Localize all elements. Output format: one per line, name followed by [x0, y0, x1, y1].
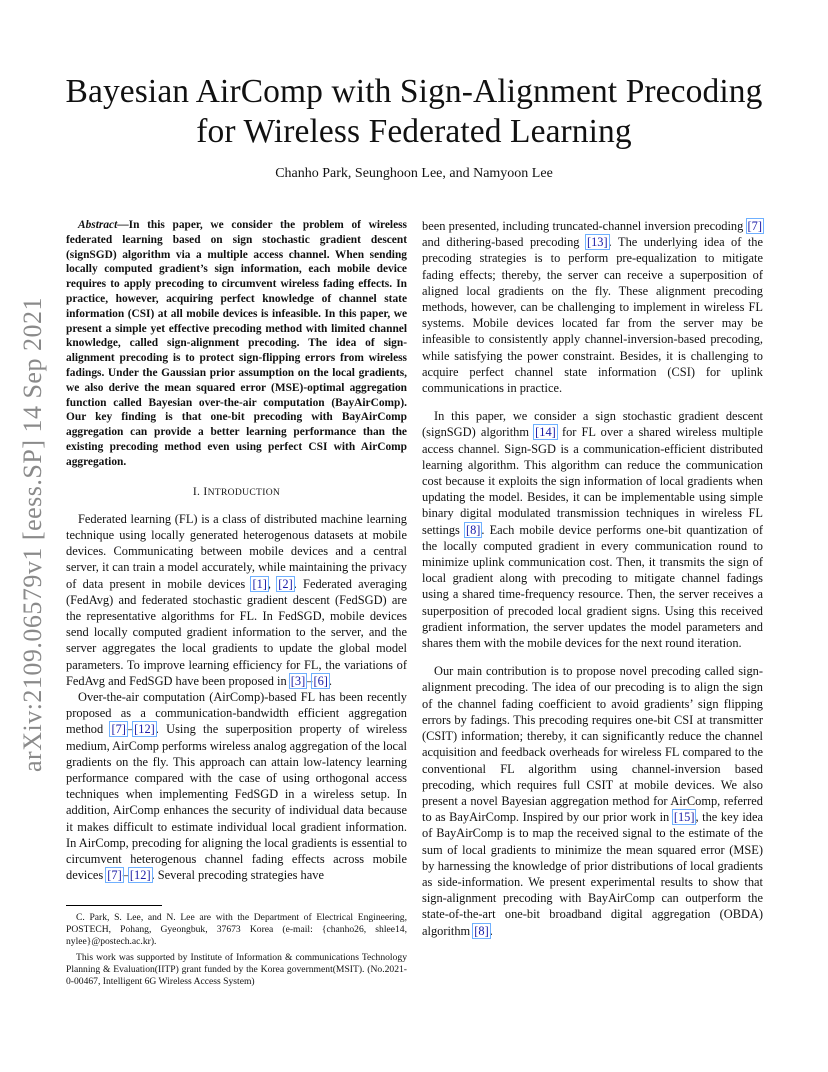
footnote-funding: This work was supported by Institute of Information & communications Technology Planning & Evaluation(IITP) grant funded by the Korea government(MSIT). (No.2021-0-00467, Intelligent 6G Wireless Access System)	[66, 951, 407, 988]
abstract	[66, 218, 407, 470]
abstract-text: —In this paper, we consider the problem of wireless federated learning based on sign stochastic gradient descent (signSGD) algorithm via a multiple access channel. When sending locally computed gradient’s sign information, each mobile device requires to apply precoding to circumvent wireless fading effects. In practice, however, acquiring perfect knowledge of channel state information (CSI) at all mobile devices is infeasible. In this paper, we present a simple yet effective precoding method with limited channel knowledge, called sign-alignment precoding. The idea of sign-alignment precoding is to protect sign-flipping errors from wireless fadings. Under the Gaussian prior assumption on the local gradients, we also derive the mean squared error (MSE)-optimal aggregation function called Bayesian over-the-air computation (BayAirComp). Our key finding is that one-bit precoding with BayAirComp aggregation can provide a better learning performance than the existing precoding method even using perfect CSI with AirComp aggregation.	[66, 219, 407, 468]
section-numeral: I.	[192, 484, 204, 498]
author-list: Chanho Park, Seunghoon Lee, and Namyoon Lee	[275, 166, 553, 181]
text-run: . Using the superposition property of wireless medium, AirComp performs wireless analog aggregation of the local gradients on the fly. This approach can attain low-latency learning performance compared with the case of using orthogonal access techniques when implementing FedSGD in a wireless setup. In addition, AirComp enhances the security of individual data because it makes difficult to estimate individual local gradient information. In AirComp, precoding for aligning the local gradients is essential to circumvent heterogenous channel fading effects across mobile devices	[66, 722, 408, 883]
citation-link[interactable]: [3]	[290, 673, 306, 688]
section-heading-rest: NTRODUCTION	[207, 486, 281, 498]
citation-link[interactable]: [8]	[474, 923, 489, 938]
citation-link[interactable]: [7]	[747, 219, 762, 233]
arxiv-identifier: arXiv:2109.06579v1 [eess.SP] 14 Sep 2021	[18, 297, 47, 772]
citation-link[interactable]: [1]	[252, 576, 267, 591]
text-run: Over-the-air computation (AirComp)-based FL has been recently proposed as a communication-bandwidth efficient aggregation method	[66, 689, 407, 737]
text-run: for FL over a shared wireless multiple access channel. Sign-SGD is a communication-efficient distributed learning algorithm. This algorithm can reduce the communication cost because it exploits the sign information of local gradients when updating the model. Besides, it can be implementable using simple binary digital modulated transmission techniques in wireless FL settings	[422, 425, 763, 537]
text-run: . Several precoding strategies have	[151, 868, 324, 883]
text-run: . Each mobile device performs one-bit quantization of the locally computed gradient in every communication round to minimize uplink communication cost. Then, it transmits the sign of local gradient along with precoding to mitigate channel fadings using a shared time-frequency resource. Then, the server receives a superposition of precoded local gradient signs. Using this received gradient information, the server updates the model parameters and shares them with the mobile devices for the next round iteration.	[422, 522, 763, 651]
intro-paragraph-1	[66, 511, 407, 689]
right-paragraph-1	[422, 218, 763, 396]
text-run: . Federated averaging (FedAvg) and federated stochastic gradient descent (FedSGD) are the representative algorithms for FL. In FedSGD, mobile devices send locally computed gradient information to the server, and the server aggregates the local gradients to update the global model parameters. To improve learning efficiency for FL, the variations of FedAvg and FedSGD have been proposed in	[66, 576, 407, 688]
paper-title	[40, 72, 788, 152]
paragraph-gap	[422, 396, 763, 408]
title-line-1: Bayesian AirComp with Sign-Alignment Precoding	[65, 73, 763, 110]
citation-link[interactable]: [7]	[111, 722, 126, 737]
right-paragraph-3	[422, 663, 763, 938]
footnote-affiliation: C. Park, S. Lee, and N. Lee are with the Department of Electrical Engineering, POSTECH, Pohang, Gyeongbuk, 37673 Korea (e-mail: {chanho26, shlee14, nylee}@postech.ac.kr).	[66, 912, 407, 948]
citation-link[interactable]: [2]	[278, 576, 293, 591]
citation-link[interactable]: [6]	[313, 673, 328, 688]
citation-link[interactable]: [12]	[134, 722, 155, 737]
section-heading-introduction	[66, 484, 407, 501]
text-run: Our main contribution is to propose novel precoding called sign-alignment precoding. The idea of our precoding is to align the sign of the channel fading coefficient to avoid gradients’ sign flipping errors by fadings. This precoding requires one-bit CSI at transmitter (CSIT) information; thereby, it can significantly reduce the channel acquisition and feedback overheads for wireless FL compared to the conventional FL algorithm using channel-inversion based precoding, which requires full CSIT at mobile devices. We also present a novel Bayesian aggregation method for AirComp, referred to as BayAirComp. Inspired by our prior work in	[422, 664, 763, 825]
text-run: –	[122, 868, 129, 883]
right-paragraph-2	[422, 408, 763, 651]
text-run: –	[126, 722, 134, 737]
text-run: , the key idea of BayAirComp is to map the received signal to the estimate of the sum of local gradients to minimize the mean squared error (MSE) by harnessing the knowledge of prior distributions of local gradients as side-information. We present experimental results to show that sign-alignment precoding with BayAirComp can outperform the state-of-the-art one-bit broadband digital aggregation (OBDA) algorithm	[422, 810, 763, 938]
paragraph-gap	[422, 651, 763, 663]
right-column	[422, 218, 763, 939]
intro-paragraph-2	[66, 689, 407, 883]
citation-link[interactable]: [12]	[129, 868, 151, 883]
text-run: been presented, including truncated-channel inversion precoding	[422, 219, 747, 233]
footnotes	[66, 905, 407, 991]
citation-link[interactable]: [13]	[586, 235, 608, 250]
text-run: In this paper, we consider a sign stochastic gradient descent (signSGD) algorithm	[422, 409, 763, 440]
text-run: –	[306, 673, 313, 688]
section-heading-initial: I	[203, 484, 208, 498]
footnote-rule	[66, 905, 162, 906]
text-run: .	[489, 923, 493, 938]
citation-link[interactable]: [15]	[673, 810, 695, 825]
title-line-2: for Wireless Federated Learning	[196, 113, 632, 150]
citation-link[interactable]: [8]	[465, 522, 481, 537]
citation-link[interactable]: [14]	[535, 425, 556, 440]
left-column	[66, 218, 407, 883]
text-run: and dithering-based precoding	[422, 235, 586, 250]
abstract-label: Abstract	[78, 219, 118, 231]
text-run: .	[328, 673, 333, 688]
text-run: Federated learning (FL) is a class of distributed machine learning technique using locally generated heterogenous datasets at mobile devices. Communicating between mobile devices and a central server, it can train a model accurately, while maintaining the privacy of data present in mobile devices	[66, 511, 407, 591]
citation-link[interactable]: [7]	[107, 868, 122, 883]
text-run: ,	[267, 576, 278, 591]
text-run: . The underlying idea of the precoding strategies is to perform pre-equalization to mitigate fading effects; thereby, the server can receive a superposition of aligned local gradients on the fly. These alignment precoding methods, however, can be challenging to implement in wireless FL systems. Mobile devices located far from the server may be infeasible to consistently apply channel-inversion-based precoding, while satisfying the power constraint. Besides, it is challenging to acquire perfect channel state information (CSI) for uplink communications in practice.	[422, 235, 763, 396]
